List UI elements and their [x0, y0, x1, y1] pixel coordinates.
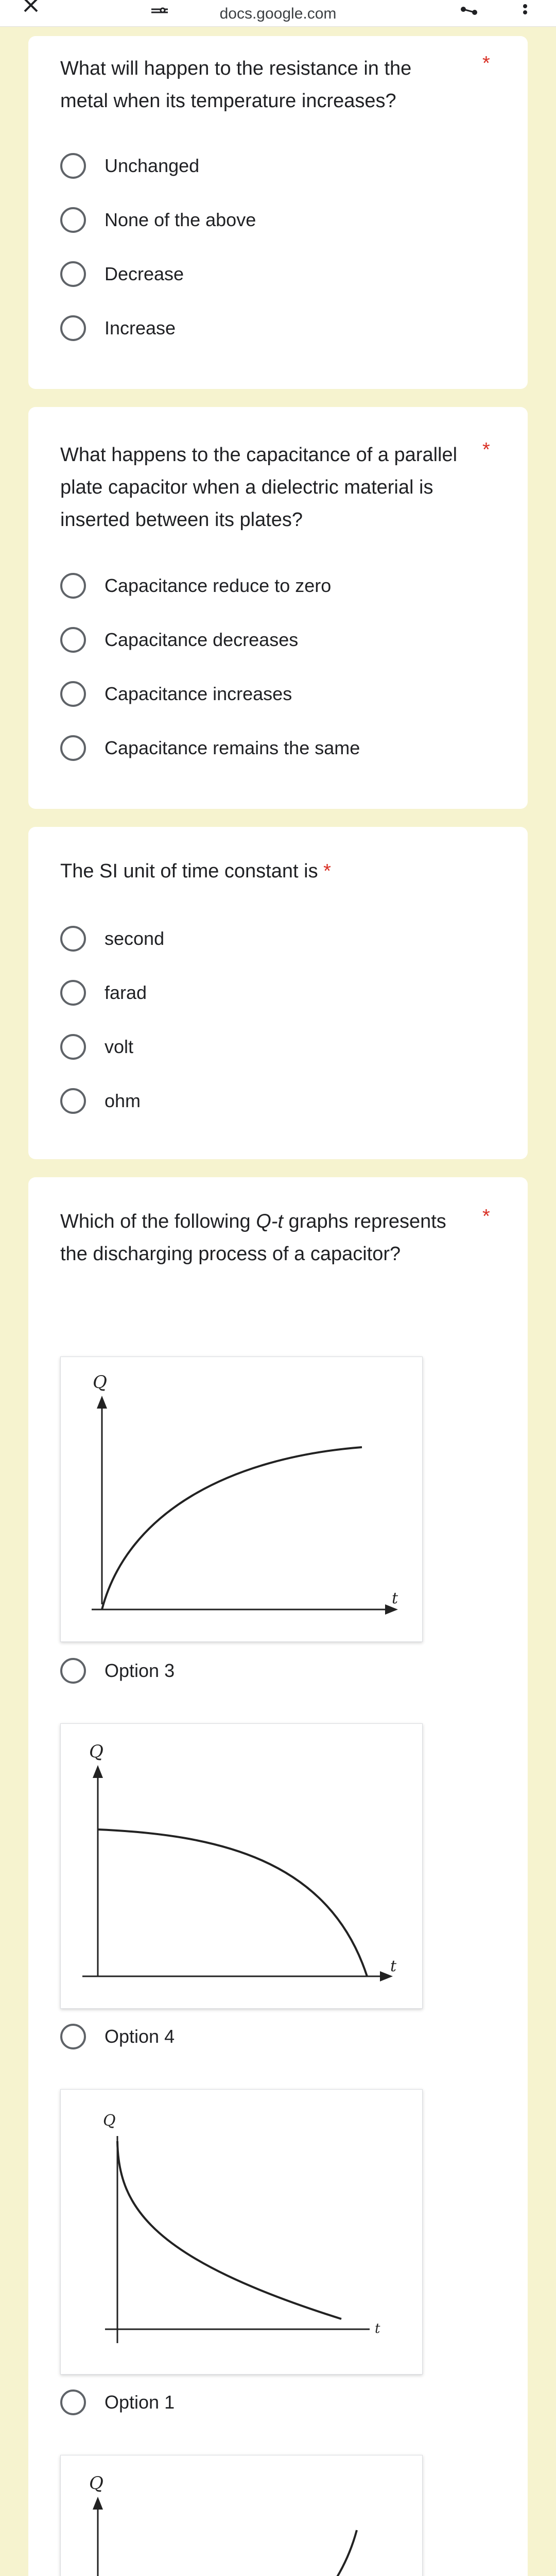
- x-axis-label: t: [392, 1589, 398, 1607]
- option-label: Decrease: [105, 263, 184, 284]
- y-axis-label: Q: [93, 1372, 107, 1393]
- option-label: second: [105, 928, 165, 949]
- question-title: [60, 1206, 462, 1270]
- required-marker: *: [323, 860, 331, 882]
- question-title-text-before: Which of the following: [60, 1211, 256, 1232]
- radio-option[interactable]: [60, 624, 298, 655]
- option-label: volt: [105, 1036, 134, 1057]
- graph-option-3[interactable]: [60, 1357, 423, 1642]
- question-title-text: The SI unit of time constant is: [60, 860, 318, 882]
- share-icon[interactable]: [458, 0, 479, 18]
- radio-option[interactable]: [60, 923, 164, 954]
- radio-option[interactable]: [60, 679, 292, 709]
- question-card-capacitance: [28, 407, 528, 809]
- radio-option[interactable]: [60, 259, 184, 290]
- y-axis-label: Q: [103, 2112, 116, 2130]
- radio-button[interactable]: [60, 1034, 86, 1060]
- option-label: Capacitance reduce to zero: [105, 575, 332, 596]
- option-label: Increase: [105, 317, 176, 338]
- option-label: farad: [105, 982, 147, 1003]
- x-axis-label: t: [390, 1957, 397, 1975]
- radio-button[interactable]: [60, 2389, 86, 2415]
- question-title: What happens to the capacitance of a parallel plate capacitor when a dielectric material is inserted between its plates?: [60, 444, 458, 531]
- more-vert-icon[interactable]: [520, 0, 530, 18]
- option-label: Option 1: [105, 2392, 175, 2413]
- option-label: Option 3: [105, 1660, 175, 1681]
- graph-svg-option-3: [61, 1357, 423, 1642]
- question-title: [60, 855, 462, 888]
- radio-option[interactable]: [60, 2387, 175, 2418]
- required-marker: *: [482, 1206, 490, 1227]
- question-card-time-constant: [28, 827, 528, 1159]
- radio-option[interactable]: [60, 150, 199, 181]
- question-title-text-after: graphs represents the discharging process of a capacitor?: [60, 1211, 446, 1265]
- radio-option[interactable]: [60, 205, 256, 235]
- radio-option[interactable]: [60, 1086, 141, 1116]
- question-title-qt: Q-t: [256, 1211, 283, 1232]
- graph-svg-option-2: [61, 2455, 423, 2576]
- graph-option-4[interactable]: [60, 1723, 423, 2009]
- address-bar-url[interactable]: docs.google.com: [219, 5, 337, 22]
- radio-button[interactable]: [60, 681, 86, 707]
- radio-option[interactable]: [60, 570, 331, 601]
- option-label: None of the above: [105, 209, 256, 230]
- radio-button[interactable]: [60, 735, 86, 761]
- radio-option[interactable]: [60, 977, 147, 1008]
- question-card-resistance: [28, 36, 528, 389]
- option-label: Capacitance remains the same: [105, 737, 360, 758]
- graph-svg-option-1: [61, 2090, 423, 2375]
- radio-button[interactable]: [60, 980, 86, 1006]
- graph-svg-option-4: [61, 1724, 423, 2009]
- radio-button[interactable]: [60, 261, 86, 287]
- required-marker: *: [482, 53, 490, 74]
- radio-button[interactable]: [60, 1088, 86, 1114]
- radio-button[interactable]: [60, 1658, 86, 1684]
- option-label: Unchanged: [105, 155, 200, 176]
- y-axis-label: Q: [89, 1741, 103, 1762]
- radio-button[interactable]: [60, 926, 86, 952]
- option-label: Option 4: [105, 2026, 175, 2047]
- radio-option[interactable]: [60, 1655, 175, 1686]
- radio-option[interactable]: [60, 313, 176, 344]
- x-axis-label: t: [375, 2321, 380, 2336]
- question-card-qt-graphs: [28, 1177, 528, 2576]
- radio-button[interactable]: [60, 627, 86, 653]
- radio-option[interactable]: [60, 2021, 175, 2052]
- radio-option[interactable]: [60, 733, 360, 764]
- question-title: What will happen to the resistance in the metal when its temperature increases?: [60, 58, 412, 112]
- radio-button[interactable]: [60, 2024, 86, 2049]
- option-label: Capacitance increases: [105, 683, 292, 704]
- y-axis-label: Q: [89, 2473, 103, 2494]
- radio-button[interactable]: [60, 315, 86, 341]
- option-label: ohm: [105, 1090, 141, 1111]
- radio-button[interactable]: [60, 153, 86, 179]
- radio-button[interactable]: [60, 207, 86, 233]
- graph-option-2[interactable]: [60, 2455, 423, 2576]
- radio-button[interactable]: [60, 573, 86, 599]
- radio-option[interactable]: [60, 1031, 133, 1062]
- graph-option-1[interactable]: [60, 2089, 423, 2375]
- option-label: Capacitance decreases: [105, 629, 299, 650]
- browser-top-bar: [0, 0, 556, 27]
- required-marker: *: [482, 439, 490, 461]
